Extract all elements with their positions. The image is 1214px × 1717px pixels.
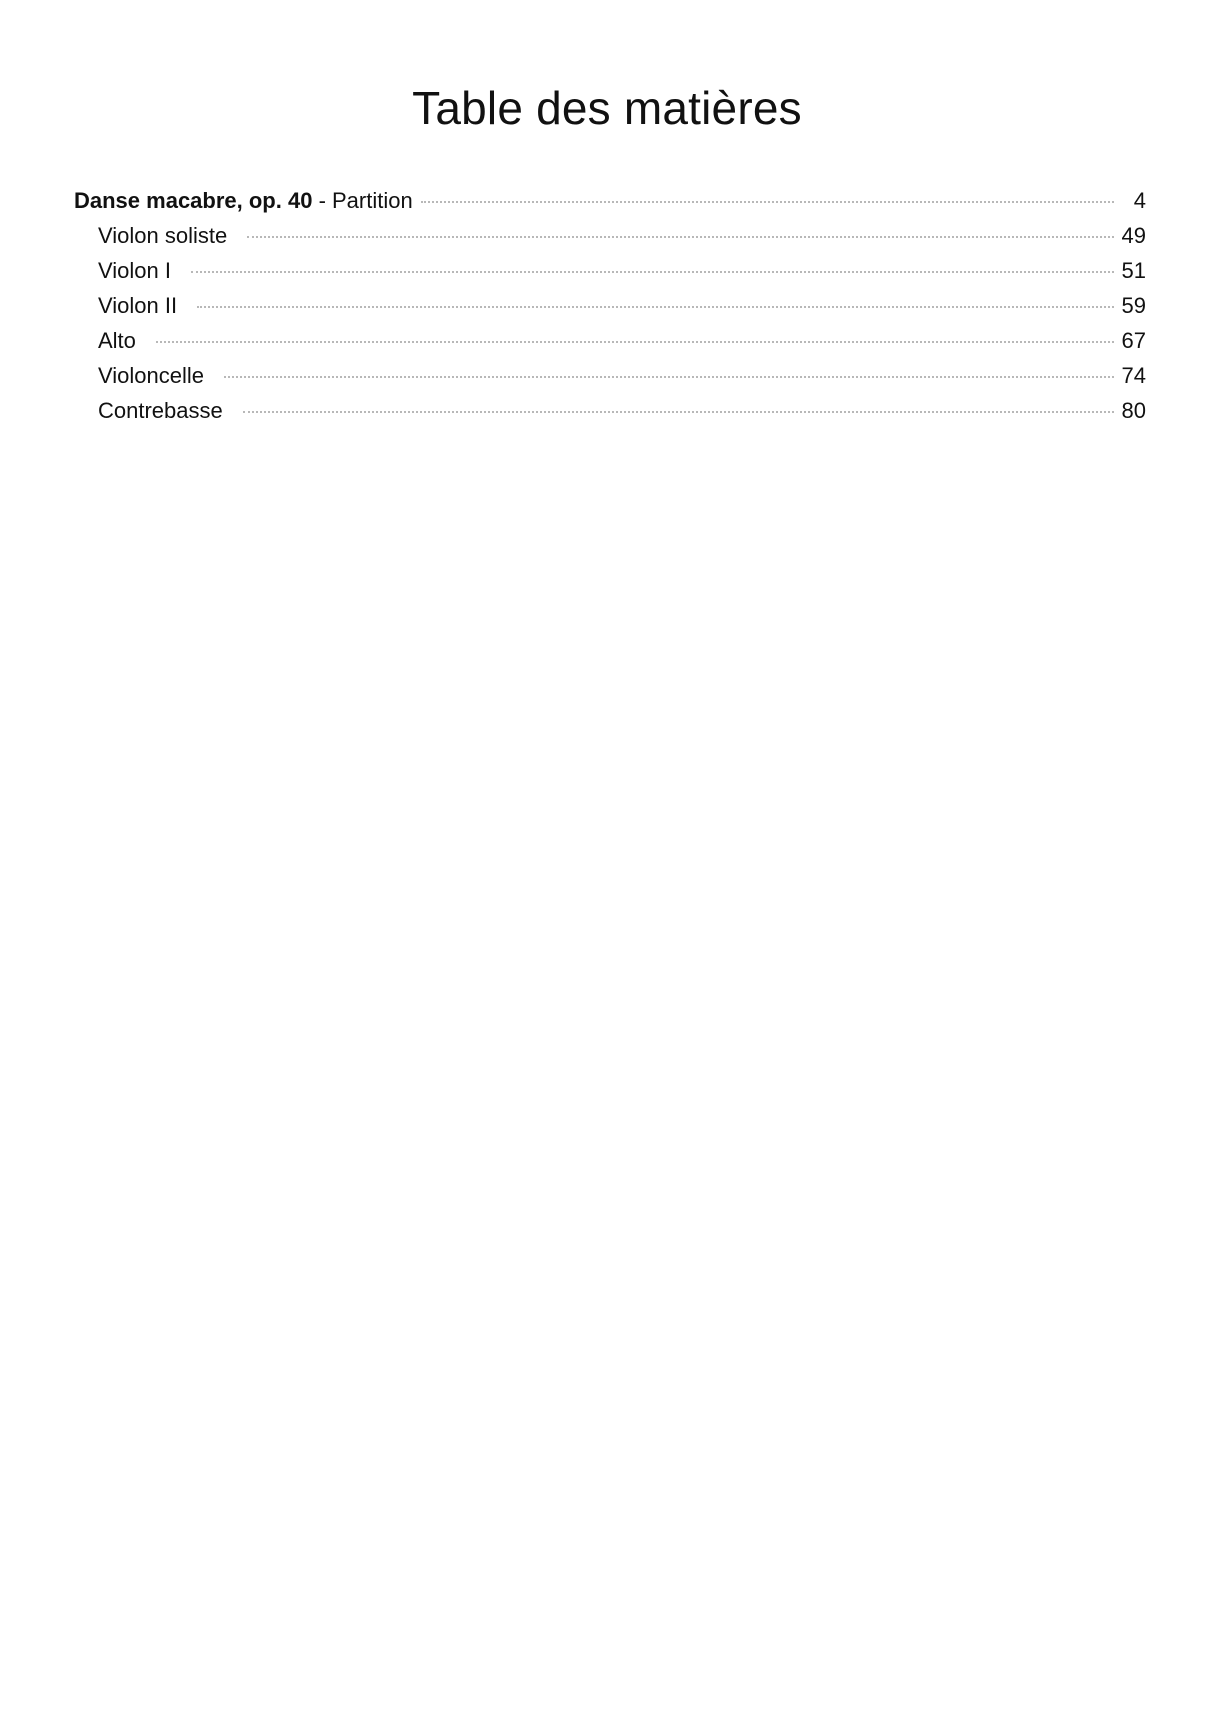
dot-leader xyxy=(156,341,1114,343)
dot-leader xyxy=(247,236,1113,238)
toc-entry-violon-soliste[interactable] xyxy=(74,218,1146,253)
page-title: Table des matières xyxy=(412,82,802,134)
toc-entry-label: Violon II xyxy=(98,293,178,318)
toc-entry-label: Violoncelle xyxy=(98,363,205,388)
toc-page-number: 51 xyxy=(1121,258,1146,283)
toc-entry-contrebasse[interactable] xyxy=(74,393,1146,428)
toc-entry-work-title: Danse macabre, op. 40 xyxy=(74,188,313,213)
toc-entry-label: Alto xyxy=(98,328,136,353)
toc-entry-violon-2[interactable] xyxy=(74,288,1146,323)
dot-leader xyxy=(421,201,1114,203)
toc-page-number: 4 xyxy=(1133,188,1146,213)
dot-leader xyxy=(243,411,1114,413)
toc-page-number: 74 xyxy=(1121,363,1146,388)
toc-entry-violoncelle[interactable] xyxy=(74,358,1146,393)
dot-leader xyxy=(197,306,1113,308)
toc-entry-subtitle: - Partition xyxy=(312,188,413,213)
toc-page-number: 49 xyxy=(1121,223,1146,248)
dot-leader xyxy=(191,271,1114,273)
toc-entry-label: Contrebasse xyxy=(98,398,223,423)
toc-page-number: 67 xyxy=(1121,328,1146,353)
toc-entry-label: Violon soliste xyxy=(98,223,228,248)
toc-entry-title xyxy=(74,183,413,218)
table-of-contents xyxy=(74,183,1146,428)
toc-entry-label: Violon I xyxy=(98,258,171,283)
toc-page-number: 80 xyxy=(1121,398,1146,423)
toc-page-number: 59 xyxy=(1121,293,1146,318)
toc-entry-alto[interactable] xyxy=(74,323,1146,358)
toc-entry-main[interactable] xyxy=(74,183,1146,218)
toc-entry-violon-1[interactable] xyxy=(74,253,1146,288)
dot-leader xyxy=(224,376,1114,378)
